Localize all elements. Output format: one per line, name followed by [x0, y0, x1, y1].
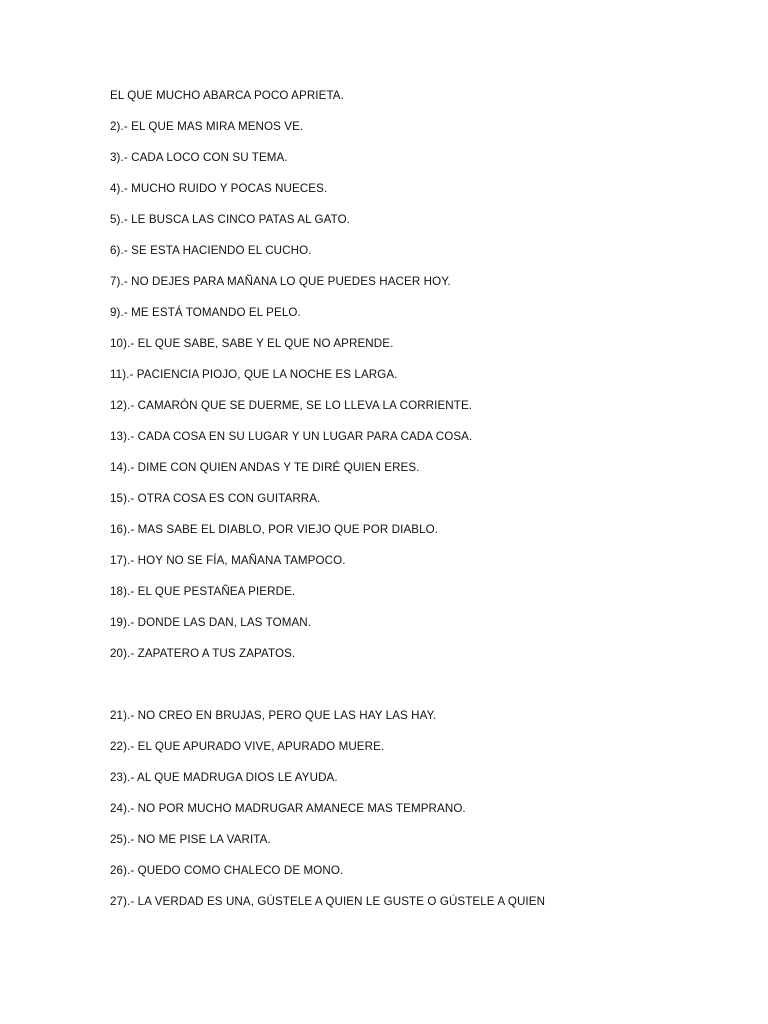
proverb-line: 23).- AL QUE MADRUGA DIOS LE AYUDA.	[110, 771, 338, 784]
proverb-line: 4).- MUCHO RUIDO Y POCAS NUECES.	[110, 182, 328, 195]
proverb-line: 27).- LA VERDAD ES UNA, GÚSTELE A QUIEN LE GUSTE O GÚSTELE A QUIEN	[110, 895, 546, 908]
proverb-line: 22).- EL QUE APURADO VIVE, APURADO MUERE.	[110, 740, 385, 753]
proverb-line: 7).- NO DEJES PARA MAÑANA LO QUE PUEDES HACER HOY.	[110, 275, 451, 288]
proverb-line: 17).- HOY NO SE FÍA, MAÑANA TAMPOCO.	[110, 554, 346, 567]
proverb-line: 2).- EL QUE MAS MIRA MENOS VE.	[110, 120, 304, 133]
proverb-line: 15).- OTRA COSA ES CON GUITARRA.	[110, 492, 321, 505]
proverb-line: 18).- EL QUE PESTAÑEA PIERDE.	[110, 585, 296, 598]
proverb-line: 21).- NO CREO EN BRUJAS, PERO QUE LAS HAY LAS HAY.	[110, 709, 437, 722]
proverb-line: 14).- DIME CON QUIEN ANDAS Y TE DIRÉ QUIEN ERES.	[110, 461, 420, 474]
proverb-line: 25).- NO ME PISE LA VARITA.	[110, 833, 271, 846]
proverb-line: EL QUE MUCHO ABARCA POCO APRIETA.	[110, 89, 344, 102]
proverb-line: 26).- QUEDO COMO CHALECO DE MONO.	[110, 864, 344, 877]
blank-line	[110, 676, 730, 707]
proverb-line: 10).- EL QUE SABE, SABE Y EL QUE NO APRENDE.	[110, 337, 394, 350]
proverb-line: 11).- PACIENCIA PIOJO, QUE LA NOCHE ES LARGA.	[110, 368, 398, 381]
proverb-line: 13).- CADA COSA EN SU LUGAR Y UN LUGAR PARA CADA COSA.	[110, 430, 473, 443]
proverb-line: 16).- MAS SABE EL DIABLO, POR VIEJO QUE POR DIABLO.	[110, 523, 439, 536]
proverb-line: 24).- NO POR MUCHO MADRUGAR AMANECE MAS TEMPRANO.	[110, 802, 466, 815]
proverb-line: 19).- DONDE LAS DAN, LAS TOMAN.	[110, 616, 312, 629]
proverb-line: 5).- LE BUSCA LAS CINCO PATAS AL GATO.	[110, 213, 351, 226]
proverb-list	[110, 87, 730, 924]
proverb-line: 20).- ZAPATERO A TUS ZAPATOS.	[110, 647, 296, 660]
proverb-line: 12).- CAMARÓN QUE SE DUERME, SE LO LLEVA LA CORRIENTE.	[110, 399, 473, 412]
proverb-line: 6).- SE ESTA HACIENDO EL CUCHO.	[110, 244, 312, 257]
proverb-line: 3).- CADA LOCO CON SU TEMA.	[110, 151, 288, 164]
proverb-line: 9).- ME ESTÁ TOMANDO EL PELO.	[110, 306, 301, 319]
